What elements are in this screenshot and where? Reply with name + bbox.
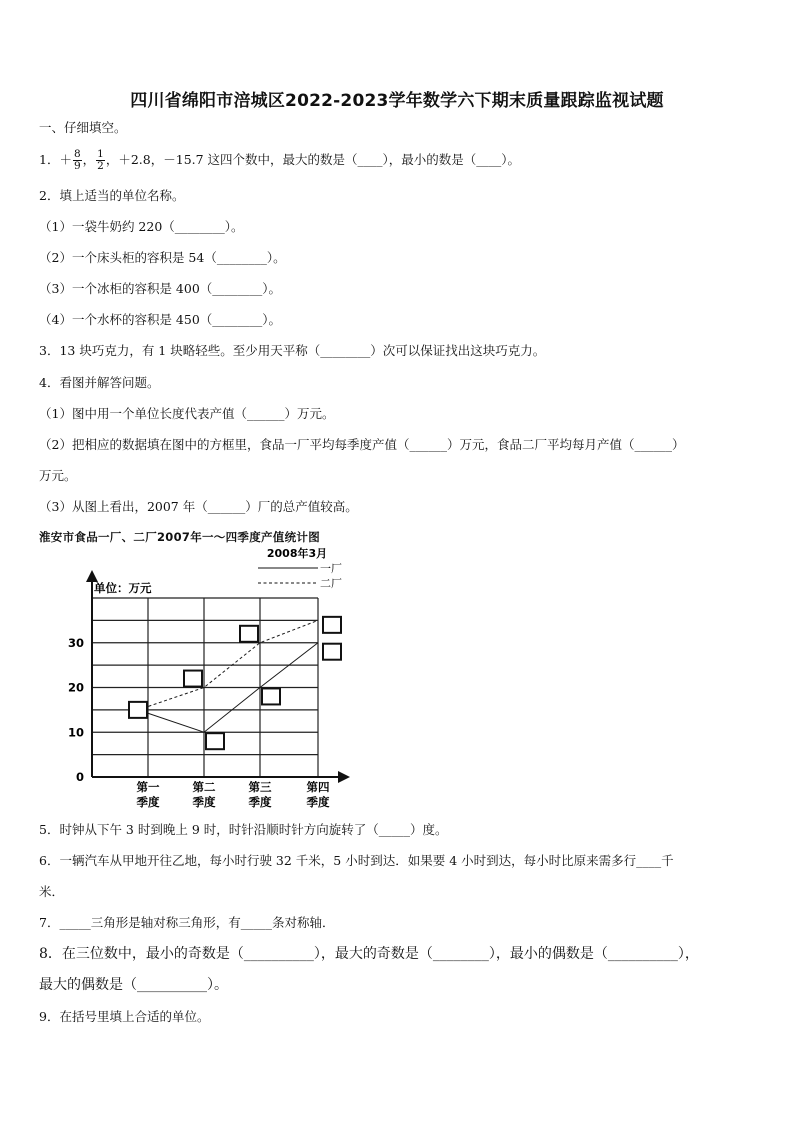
chart-title: 淮安市食品一厂、二厂2007年一～四季度产值统计图 (39, 530, 321, 544)
chart-legend (258, 562, 342, 590)
question-8-continued: 最大的偶数是（__________）。 (39, 977, 228, 993)
question-2-4: （4）一个水杯的容积是 450（________）。 (39, 312, 282, 327)
x-tick-label: 第一 (136, 780, 160, 794)
y-tick-label: 20 (67, 680, 84, 695)
legend-label: 一厂 (320, 562, 342, 575)
answer-box (323, 617, 341, 633)
question-2: 2．填上适当的单位名称。 (39, 188, 185, 203)
question-7: 7．_____三角形是轴对称三角形，有_____条对称轴． (39, 915, 335, 930)
x-tick-label: 第四 (306, 780, 330, 794)
question-6: 6．一辆汽车从甲地开往乙地，每小时行驶 32 千米，5 小时到达．如果要 4 小时到达，每小时比原来需多行____千 (39, 853, 674, 868)
chart-axes (86, 570, 350, 783)
answer-box (240, 626, 258, 642)
x-axis-arrow (338, 771, 350, 783)
x-tick-label: 季度 (306, 795, 330, 809)
answer-box (184, 671, 202, 687)
chart-series (138, 620, 318, 732)
x-tick-label: 季度 (192, 795, 216, 809)
x-tick-labels (137, 780, 330, 809)
answer-box (129, 702, 147, 718)
question-4-1: （1）图中用一个单位长度代表产值（______）万元。 (39, 406, 335, 421)
line-chart (0, 540, 400, 820)
question-6-continued: 米． (39, 884, 65, 899)
question-2-2: （2）一个床头柜的容积是 54（________）。 (39, 250, 286, 265)
answer-boxes (129, 617, 341, 749)
question-8: 8．在三位数中，最小的奇数是（__________），最大的奇数是（________），最小的偶数是（__________）， (39, 946, 699, 962)
question-4-2: （2）把相应的数据填在图中的方框里，食品一厂平均每季度产值（______）万元，食品二厂平均每月产值（______） (39, 437, 685, 452)
x-tick-label: 第三 (248, 780, 272, 794)
question-4-2-continued: 万元。 (39, 468, 77, 483)
section-heading: 一、仔细填空。 (39, 120, 127, 135)
question-number: 1． (39, 152, 60, 167)
y-axis-label: 单位：万元 (94, 581, 152, 595)
question-3: 3．13 块巧克力，有 1 块略轻些。至少用天平称（________）次可以保证找出这块巧克力。 (39, 343, 546, 358)
fraction: $\frac{1}{2}$ (97, 148, 104, 172)
y-tick-label: 30 (67, 635, 84, 650)
question-4-3: （3）从图上看出，2007 年（______）厂的总产值较高。 (39, 499, 358, 514)
y-tick-label: 10 (67, 725, 84, 740)
answer-box (323, 644, 341, 660)
y-tick-label: 0 (75, 770, 84, 784)
x-tick-label: 第二 (192, 780, 216, 794)
x-tick-label: 季度 (136, 795, 160, 809)
answer-box (206, 733, 224, 749)
y-tick-labels (68, 636, 84, 784)
chart-subtitle: 2008年3月 (266, 547, 328, 560)
page-title: 四川省绵阳市涪城区2022-2023学年数学六下期末质量跟踪监视试题 (130, 91, 664, 111)
question-9: 9．在括号里填上合适的单位。 (39, 1009, 210, 1024)
fraction: $\frac{8}{9}$ (73, 148, 81, 172)
question-1: 1．＋ $\frac{8}{9}$ ， $\frac{1}{2}$ ，＋2.8，－15.7 这四个数中，最大的数是（____），最小的数是（____）。 (39, 148, 521, 172)
question-4: 4．看图并解答问题。 (39, 375, 160, 390)
x-tick-label: 季度 (248, 795, 272, 809)
question-5: 5．时钟从下午 3 时到晚上 9 时，时针沿顺时针方向旋转了（_____）度。 (39, 822, 448, 837)
answer-box (262, 688, 280, 704)
legend-label: 二厂 (320, 577, 342, 590)
question-2-1: （1）一袋牛奶约 220（________）。 (39, 219, 244, 234)
question-2-3: （3）一个冰柜的容积是 400（________）。 (39, 281, 282, 296)
